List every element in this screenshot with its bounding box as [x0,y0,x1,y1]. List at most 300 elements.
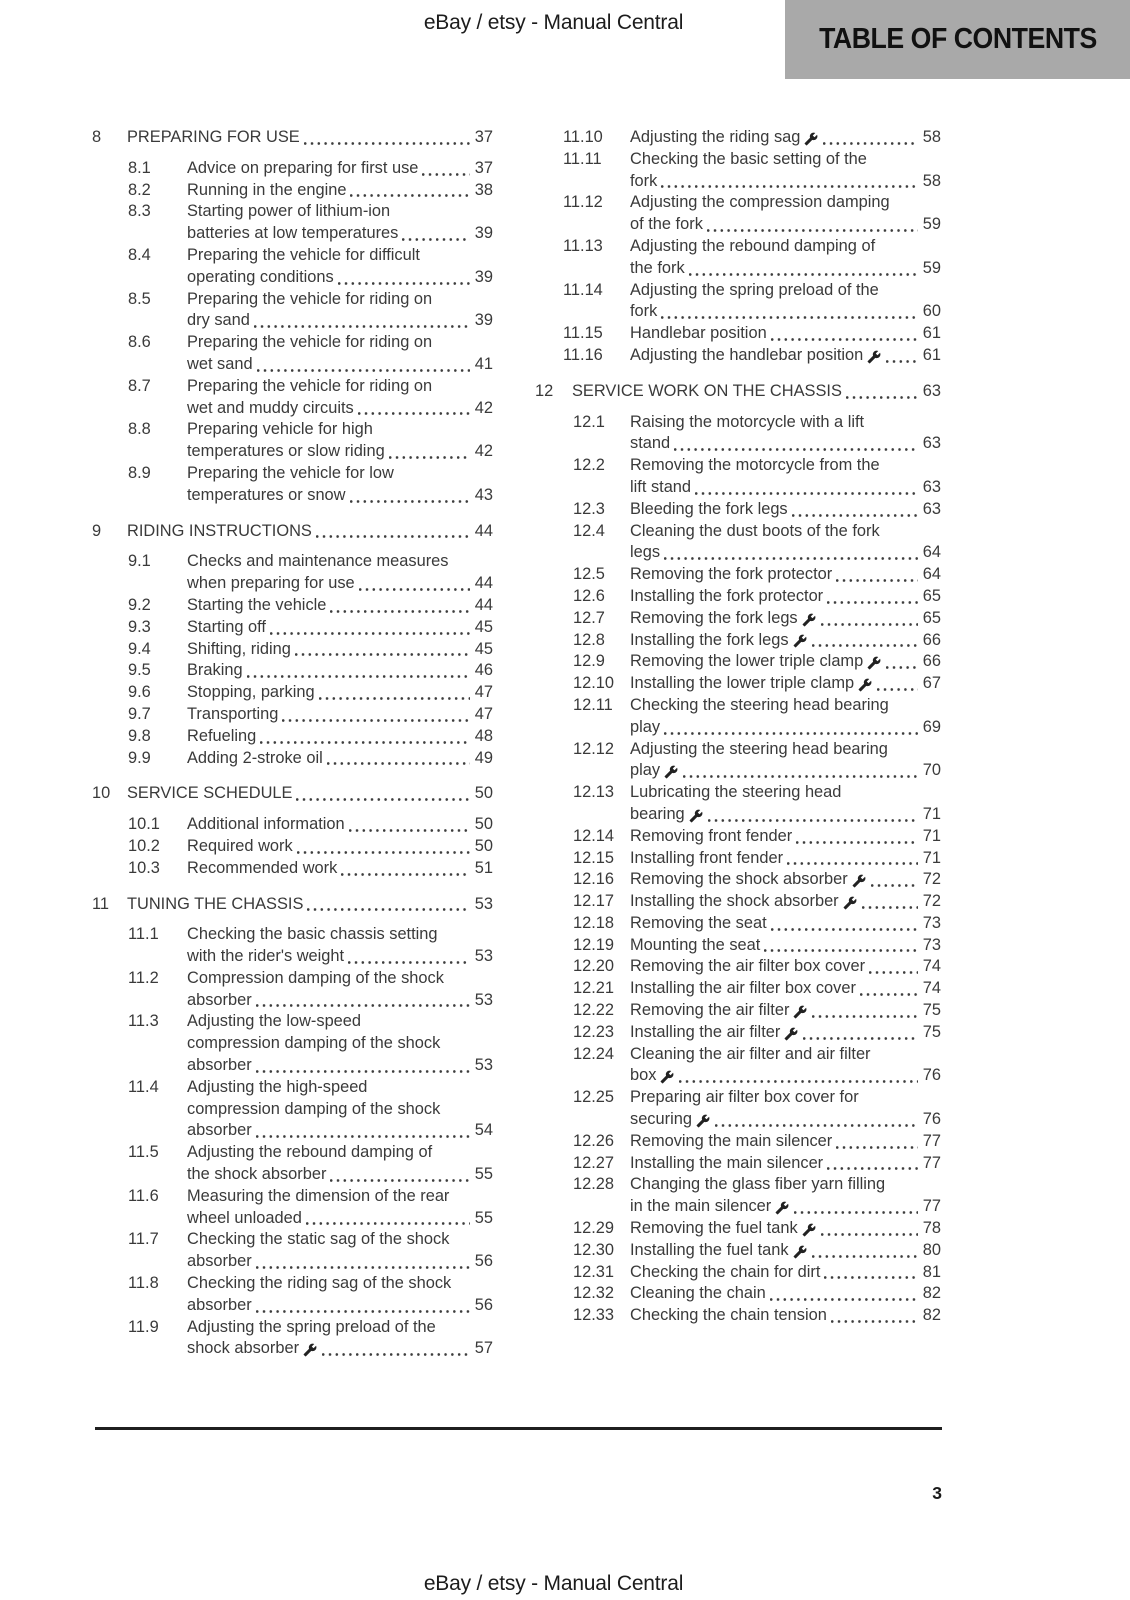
entry-page-number: 45 [474,639,493,658]
entry-text-line: Adjusting the spring preload of the [630,280,879,299]
entry-page-number: 58 [922,171,941,190]
entry-last-line [187,704,493,726]
entry-text-line: Adjusting the rebound damping of [630,236,876,255]
entry-last-line [630,804,941,826]
entry-text-line: play [630,761,661,780]
banner-title: TABLE OF CONTENTS [818,23,1097,55]
entry-last-line [187,726,493,748]
entry-content [187,201,493,245]
entry-page-number: 39 [474,267,493,286]
entry-content [630,1131,941,1153]
entry-number: 9.8 [128,726,151,745]
entry-last-line [187,1164,493,1186]
entry-number: 12.20 [573,957,615,976]
toc-entry [535,673,941,695]
toc-entry [535,1174,941,1218]
entry-last-line [187,1120,493,1142]
entry-content [630,323,941,345]
toc-entry [92,858,493,880]
entry-number: 8.4 [128,245,151,264]
leader-dots [330,610,469,613]
entry-text-line: wheel unloaded [187,1208,302,1227]
entry-last-line [630,1131,941,1153]
toc-entry [92,289,493,333]
entry-page-number: 71 [922,848,941,867]
entry-text-line: Cleaning the dust boots of the fork [630,521,880,540]
toc-entry [535,935,941,957]
leader-dots [689,273,918,276]
leader-dots [358,412,470,415]
entry-content [630,651,941,673]
entry-last-line [630,564,941,586]
entry-page-number: 57 [474,1339,493,1358]
entry-page-number: 66 [922,630,941,649]
toc-section-block [92,521,493,770]
entry-number: 11.11 [563,149,602,168]
entry-page-number: 65 [922,586,941,605]
entry-content [630,608,941,630]
entry-last-line [630,826,941,848]
entry-last-line [187,814,493,836]
entry-content [630,826,941,848]
toc-entry [535,149,941,193]
entry-last-line [630,258,941,280]
entry-page-number: 73 [922,935,941,954]
entry-number: 11.2 [128,968,159,987]
entry-content [630,499,941,521]
entry-last-line [630,630,941,652]
toc-entry [92,376,493,420]
toc-section-header [535,381,941,403]
entry-number: 12.22 [573,1001,615,1020]
entry-text-line: Refueling [187,726,257,745]
toc-entry [92,595,493,617]
entry-page-number: 63 [922,434,941,453]
leader-dots [254,325,470,328]
leader-dots [402,238,469,241]
entry-content [630,1044,941,1088]
entry-number: 10.1 [128,815,160,834]
entry-page-number: 47 [474,704,493,723]
entry-text-line: Preparing the vehicle for riding on [187,376,433,395]
entry-last-line [630,499,941,521]
entry-last-line [630,477,941,499]
leader-dots [886,666,918,669]
leader-dots [350,500,470,503]
wrench-icon [793,1005,807,1019]
entry-text-line: Adjusting the rebound damping of [187,1143,433,1162]
toc-entry [535,848,941,870]
entry-last-line [630,323,941,345]
toc-entry [92,332,493,376]
entry-content [630,1305,941,1327]
entry-content [630,630,941,652]
entry-text-line: Removing the fork legs [630,608,798,627]
entry-number: 8.7 [128,376,151,395]
entry-number: 8.8 [128,420,151,439]
entry-number: 12.17 [573,892,615,911]
entry-last-line [630,1283,941,1305]
entry-text-line: Checks and maintenance measures [187,552,449,571]
entry-number: 11.15 [563,324,603,343]
entry-last-line [630,171,941,193]
entry-last-line [630,214,941,236]
toc-entry [535,1087,941,1131]
entry-content [187,289,493,333]
toc-entry [535,1305,941,1327]
section-header-line [127,521,493,543]
entry-content [630,586,941,608]
entry-last-line [630,1022,941,1044]
entry-text-line: absorber [187,1056,252,1075]
leader-dots [764,949,917,952]
leader-dots [295,653,470,656]
entry-number: 12.16 [573,870,615,889]
entry-page-number: 69 [922,717,941,736]
entry-last-line [187,990,493,1012]
entry-content [630,412,941,456]
entry-text-line: Checking the steering head bearing [630,695,889,714]
section-header-line [127,783,493,805]
entry-page-number: 44 [474,595,493,614]
entry-number: 12.4 [573,521,605,540]
entry-number: 12.29 [573,1219,615,1238]
entry-content [630,782,941,826]
leader-dots [359,588,470,591]
leader-dots [715,1124,918,1127]
toc-entry [92,1317,493,1361]
section-page-number: 63 [922,381,941,400]
leader-dots [821,1233,918,1236]
leader-dots [260,741,470,744]
entry-text-line: wet sand [187,354,253,373]
entry-number: 11.3 [128,1012,159,1031]
entry-text-line: Removing the lower triple clamp [630,652,864,671]
entry-last-line [630,1196,941,1218]
entry-number: 8.6 [128,333,151,352]
entry-text-line: Bleeding the fork legs [630,499,788,518]
entry-text-line: fork [630,302,658,321]
toc-entry [92,180,493,202]
entry-number: 10.2 [128,836,160,855]
entry-page-number: 50 [474,815,493,834]
entry-content [630,236,941,280]
entry-text-line: shock absorber [187,1339,300,1358]
entry-number: 12.9 [573,652,605,671]
page-number: 3 [932,1483,942,1503]
leader-dots [306,1222,470,1225]
entry-content [187,924,493,968]
leader-dots [330,1179,469,1182]
entry-text-line: Preparing air filter box cover for [630,1088,859,1107]
entry-text-line: absorber [187,1121,252,1140]
entry-text-line: compression damping of the shock [187,1099,441,1118]
entry-page-number: 74 [922,957,941,976]
entry-number: 12.18 [573,913,615,932]
entry-content [630,521,941,565]
entry-text-line: Installing the fork protector [630,586,824,605]
entry-text-line: Advice on preparing for first use [187,158,419,177]
entry-text-line: absorber [187,1295,252,1314]
entry-number: 11.7 [128,1230,159,1249]
toc-entry [92,1273,493,1317]
entry-text-line: Removing the fork protector [630,565,833,584]
leader-dots [674,448,918,451]
entry-content [187,1186,493,1230]
entry-last-line [630,935,941,957]
entry-content [187,180,493,202]
entry-content [630,455,941,499]
leader-dots [683,775,918,778]
entry-content [630,935,941,957]
wrench-icon [804,132,818,146]
entry-last-line [630,301,941,323]
entry-page-number: 76 [922,1066,941,1085]
entry-last-line [630,1240,941,1262]
entry-number: 12.5 [573,565,605,584]
entry-content [187,419,493,463]
entry-content [630,848,941,870]
toc-entry [535,608,941,630]
toc-entry [92,660,493,682]
entry-text-line: Preparing vehicle for high [187,420,373,439]
toc-entry [92,617,493,639]
toc-entry [92,551,493,595]
toc-entry [535,236,941,280]
leader-dots [664,557,918,560]
entry-last-line [630,673,941,695]
table-of-contents-banner [785,0,1130,79]
entry-page-number: 77 [922,1197,941,1216]
entry-number: 12.10 [573,674,615,693]
entry-text-line: Preparing the vehicle for low [187,463,394,482]
entry-number: 9.7 [128,704,151,723]
entry-number: 9.4 [128,639,151,658]
entry-text-line: Adjusting the high-speed [187,1077,368,1096]
entry-content [630,1087,941,1131]
entry-number: 11.13 [563,236,603,255]
toc-entry [535,1283,941,1305]
entry-last-line [187,1251,493,1273]
entry-content [630,1240,941,1262]
leader-dots [664,732,918,735]
section-title: RIDING INSTRUCTIONS [127,521,312,540]
entry-last-line [630,1065,941,1087]
wrench-icon [303,1343,317,1357]
entry-content [630,127,941,149]
entry-number: 12.19 [573,935,615,954]
entry-last-line [630,608,941,630]
entry-content [630,280,941,324]
entry-content [187,1229,493,1273]
toc-entry [92,1011,493,1076]
entry-text-line: Installing the fuel tank [630,1240,789,1259]
entry-number: 12.1 [573,412,605,431]
toc-entry [92,748,493,770]
toc-entry [92,836,493,858]
toc-entry [535,978,941,1000]
leader-dots [886,360,917,363]
footer-rule [95,1427,942,1430]
entry-text-line: Installing front fender [630,848,784,867]
entry-content [187,858,493,880]
entry-page-number: 64 [922,543,941,562]
entry-page-number: 63 [922,499,941,518]
entry-number: 12.7 [573,608,605,627]
entry-page-number: 61 [922,324,941,343]
entry-number: 9.5 [128,661,151,680]
entry-content [187,639,493,661]
entry-content [630,1218,941,1240]
entry-content [187,836,493,858]
entry-page-number: 82 [922,1284,941,1303]
entry-page-number: 70 [922,761,941,780]
toc-entry [535,826,941,848]
entry-page-number: 61 [922,345,941,364]
entry-content [630,869,941,891]
wrench-icon [793,1245,807,1259]
entry-text-line: Changing the glass fiber yarn filling [630,1175,886,1194]
entry-page-number: 71 [922,826,941,845]
toc-entry [535,1218,941,1240]
leader-dots [877,688,918,691]
entry-number: 9.3 [128,617,151,636]
leader-dots [796,841,918,844]
toc-entry [535,956,941,978]
section-number: 10 [92,784,111,803]
section-title: SERVICE WORK ON THE CHASSIS [572,381,842,400]
entry-text-line: Cleaning the chain [630,1284,766,1303]
toc-entry [535,651,941,673]
leader-dots [823,142,917,145]
toc-entry [535,1240,941,1262]
entry-text-line: in the main silencer [630,1197,772,1216]
section-page-number: 50 [474,784,493,803]
entry-page-number: 51 [474,858,493,877]
wrench-icon [867,350,881,364]
entry-number: 12.11 [573,695,613,714]
entry-text-line: compression damping of the shock [187,1034,441,1053]
entry-text-line: Shifting, riding [187,639,291,658]
entry-text-line: Preparing the vehicle for difficult [187,245,420,264]
toc-left-column [92,127,493,1360]
entry-text-line: Preparing the vehicle for riding on [187,333,433,352]
entry-text-line: legs [630,543,661,562]
entry-number: 12.30 [573,1240,615,1259]
entry-page-number: 67 [922,674,941,693]
entry-last-line [187,441,493,463]
entry-last-line [187,660,493,682]
entry-number: 12.21 [573,979,615,998]
entry-text-line: Starting power of lithium-ion [187,202,391,221]
toc-entry [92,924,493,968]
wrench-icon [867,656,881,670]
entry-text-line: fork [630,171,658,190]
leader-dots [327,762,470,765]
entry-text-line: Braking [187,661,243,680]
entry-last-line [187,1295,493,1317]
toc-entry [92,158,493,180]
entry-page-number: 49 [474,748,493,767]
entry-content [630,192,941,236]
toc-entry [535,127,941,149]
entry-last-line [187,946,493,968]
toc-section-block [92,783,493,879]
entry-content [630,739,941,783]
leader-dots [338,282,470,285]
entry-last-line [187,836,493,858]
entry-last-line [630,848,941,870]
entry-text-line: Checking the chain tension [630,1306,827,1325]
entry-content [630,1174,941,1218]
toc-entry [92,639,493,661]
entry-page-number: 72 [922,892,941,911]
entry-text-line: Measuring the dimension of the rear [187,1186,450,1205]
entry-text-line: Installing the fork legs [630,630,789,649]
leader-dots [836,1146,918,1149]
wrench-icon [802,1223,816,1237]
entry-content [187,726,493,748]
toc-section-header [92,783,493,805]
wrench-icon [843,896,857,910]
leader-dots [348,961,470,964]
entry-last-line [187,1055,493,1077]
entry-content [187,332,493,376]
entry-content [187,748,493,770]
entry-text-line: Recommended work [187,858,338,877]
entry-text-line: when preparing for use [187,574,355,593]
leader-dots [661,185,917,188]
entry-page-number: 54 [474,1121,493,1140]
entry-text-line: Installing the lower triple clamp [630,674,855,693]
leader-dots [256,1266,470,1269]
entry-text-line: securing [630,1110,692,1129]
toc-entry [92,1186,493,1230]
entry-number: 8.1 [128,158,151,177]
entry-page-number: 43 [474,485,493,504]
section-title: PREPARING FOR USE [127,128,300,146]
entry-text-line: operating conditions [187,267,334,286]
leader-dots [297,851,470,854]
entry-page-number: 59 [922,258,941,277]
entry-number: 11.9 [128,1317,159,1336]
entry-page-number: 72 [922,870,941,889]
toc-entry [535,280,941,324]
entry-number: 12.24 [573,1044,615,1063]
leader-dots [787,862,918,865]
toc-entry [535,323,941,345]
leader-dots [304,142,470,145]
entry-content [187,1273,493,1317]
entry-last-line [630,891,941,913]
entry-number: 9.1 [128,552,151,571]
entry-number: 8.9 [128,463,151,482]
entry-last-line [630,586,941,608]
entry-last-line [630,1109,941,1131]
entry-number: 11.16 [563,345,603,364]
entry-number: 12.27 [573,1153,615,1172]
toc-section-header [92,894,493,916]
leader-dots [256,1070,470,1073]
entry-text-line: of the fork [630,215,703,234]
toc-entry [92,682,493,704]
section-header-line [127,894,493,916]
entry-content [187,968,493,1012]
leader-dots [812,1255,918,1258]
entry-number: 11.10 [563,128,603,146]
entry-content [187,595,493,617]
entry-page-number: 53 [474,1056,493,1075]
